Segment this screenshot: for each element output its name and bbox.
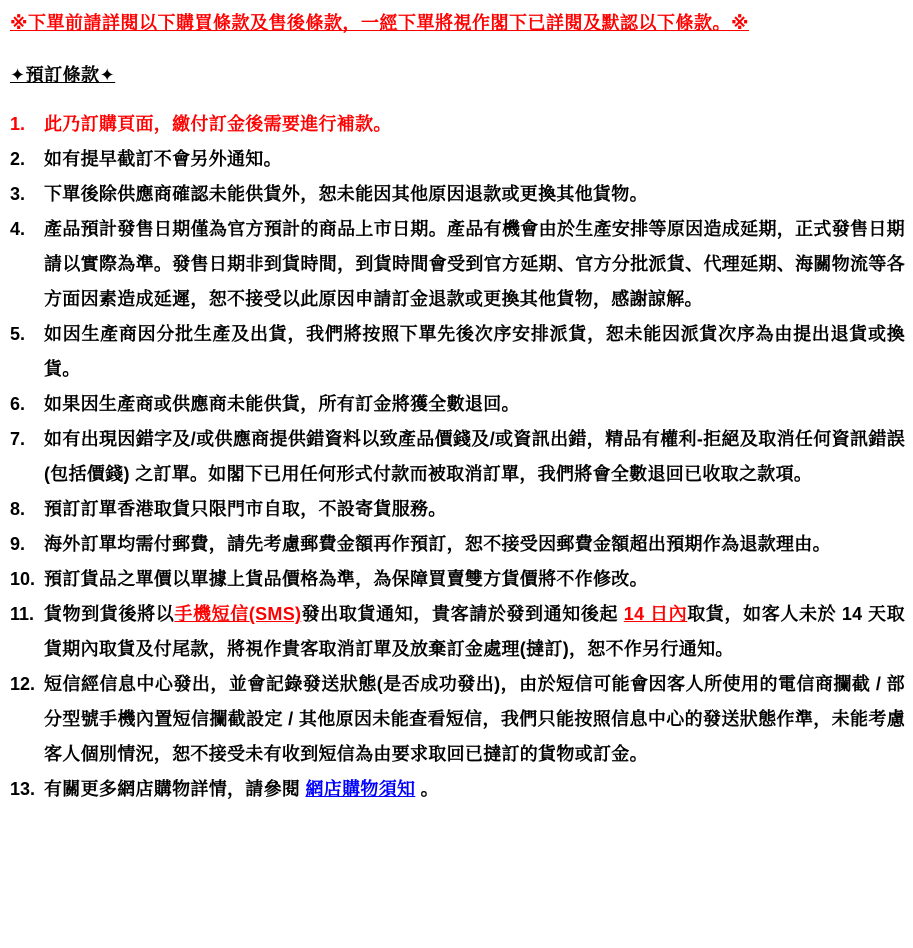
term-number: 5. (10, 324, 26, 345)
term-item-7 (10, 422, 905, 492)
term-text (44, 527, 905, 562)
term-text-segment: 預訂訂單香港取貨只限門市自取，不設寄貨服務。 (44, 499, 447, 520)
term-number: 11. (10, 604, 35, 625)
term-item-9 (10, 527, 905, 562)
term-text (44, 562, 905, 597)
term-item-1 (10, 107, 905, 142)
term-text (44, 142, 905, 177)
term-item-13 (10, 772, 905, 807)
term-text-segment: 發出取貨通知，貴客請於發到通知後起 (301, 604, 624, 625)
term-item-10 (10, 562, 905, 597)
term-number: 2. (10, 149, 26, 170)
term-text (44, 422, 905, 492)
term-text-segment: 有關更多網店購物詳情，請參閱 (44, 779, 306, 800)
terms-list (10, 107, 905, 807)
term-text (44, 387, 905, 422)
term-number: 12. (10, 674, 36, 695)
term-number: 6. (10, 394, 26, 415)
term-item-12 (10, 667, 905, 772)
term-item-2 (10, 142, 905, 177)
term-text (44, 177, 905, 212)
term-text (44, 772, 905, 807)
term-text (44, 492, 905, 527)
term-text-segment: 海外訂單均需付郵費，請先考慮郵費金額再作預訂，恕不接受因郵費金額超出預期作為退款理由。 (44, 534, 831, 555)
term-number: 8. (10, 499, 26, 520)
term-item-5 (10, 317, 905, 387)
term-number: 3. (10, 184, 26, 205)
term-number: 7. (10, 429, 26, 450)
sms-pickup-notice-highlight: 手機短信(SMS) (174, 604, 302, 625)
term-number: 13. (10, 779, 36, 800)
purchase-notice-banner: ※下單前請詳閱以下購買條款及售後條款，一經下單將視作閣下已詳閱及默認以下條款。※ (10, 13, 749, 33)
term-text-segment: 下單後除供應商確認未能供貨外，恕未能因其他原因退款或更換其他貨物。 (44, 184, 648, 205)
term-text-segment: 如果因生產商或供應商未能供貨，所有訂金將獲全數退回。 (44, 394, 520, 415)
term-number: 9. (10, 534, 26, 555)
term-item-11 (10, 597, 905, 667)
term-item-6 (10, 387, 905, 422)
section-title-preorder-terms: ✦預訂條款✦ (10, 65, 116, 86)
term-text (44, 107, 905, 142)
term-text-segment: 此乃訂購頁面，繳付訂金後需要進行補款。 (44, 114, 392, 135)
term-item-3 (10, 177, 905, 212)
term-number: 4. (10, 219, 26, 240)
term-item-4 (10, 212, 905, 317)
term-text (44, 212, 905, 317)
term-text-segment: 產品預計發售日期僅為官方預計的商品上市日期。產品有機會由於生產安排等原因造成延期，正式發售日期請以實際為準。發售日期非到貨時間，到貨時間會受到官方延期、官方分批派貨、代理延期、海關物流等各方面因素造成延遲，恕不接受以此原因申請訂金退款或更換其他貨物，感謝諒解。 (44, 219, 905, 310)
term-text-segment: 貨物到貨後將以 (44, 604, 175, 625)
term-text-segment: 如有出現因錯字及/或供應商提供錯資料以致產品價錢及/或資訊出錯，精品有權利-拒絕及取消任何資訊錯誤(包括價錢) 之訂單。如閣下已用任何形式付款而被取消訂單，我們將會全數退回已收取之款項。 (44, 429, 905, 485)
store-shopping-guide-link[interactable]: 網店購物須知 (305, 779, 416, 800)
term-text-segment: 。 (415, 779, 439, 800)
term-text-segment: 短信經信息中心發出，並會記錄發送狀態(是否成功發出)，由於短信可能會因客人所使用的電信商攔截 / 部分型號手機內置短信攔截設定 / 其他原因未能查看短信，我們只能按照信息中心的發送狀態作準，未能考慮客人個別情況，恕不接受未有收到短信為由要求取回已撻訂的貨物或訂金。 (44, 674, 905, 765)
term-item-8 (10, 492, 905, 527)
term-text-segment: 如有提早截訂不會另外通知。 (44, 149, 282, 170)
term-text (44, 597, 905, 667)
pickup-deadline-highlight: 14 日內 (623, 604, 688, 625)
term-number: 1. (10, 114, 26, 135)
term-text-segment: 預訂貨品之單價以單據上貨品價格為準，為保障買賣雙方貨價將不作修改。 (44, 569, 648, 590)
term-number: 10. (10, 569, 36, 590)
term-text (44, 317, 905, 387)
term-text-segment: 如因生產商因分批生產及出貨，我們將按照下單先後次序安排派貨，恕未能因派貨次序為由提出退貨或換貨。 (44, 324, 905, 380)
term-text-segment: 取貨，如客人未於 14 天取貨期內取貨及付尾款，將視作貴客取消訂單及放棄訂金處理(撻訂)，恕不作另行通知。 (44, 604, 905, 660)
term-text (44, 667, 905, 772)
